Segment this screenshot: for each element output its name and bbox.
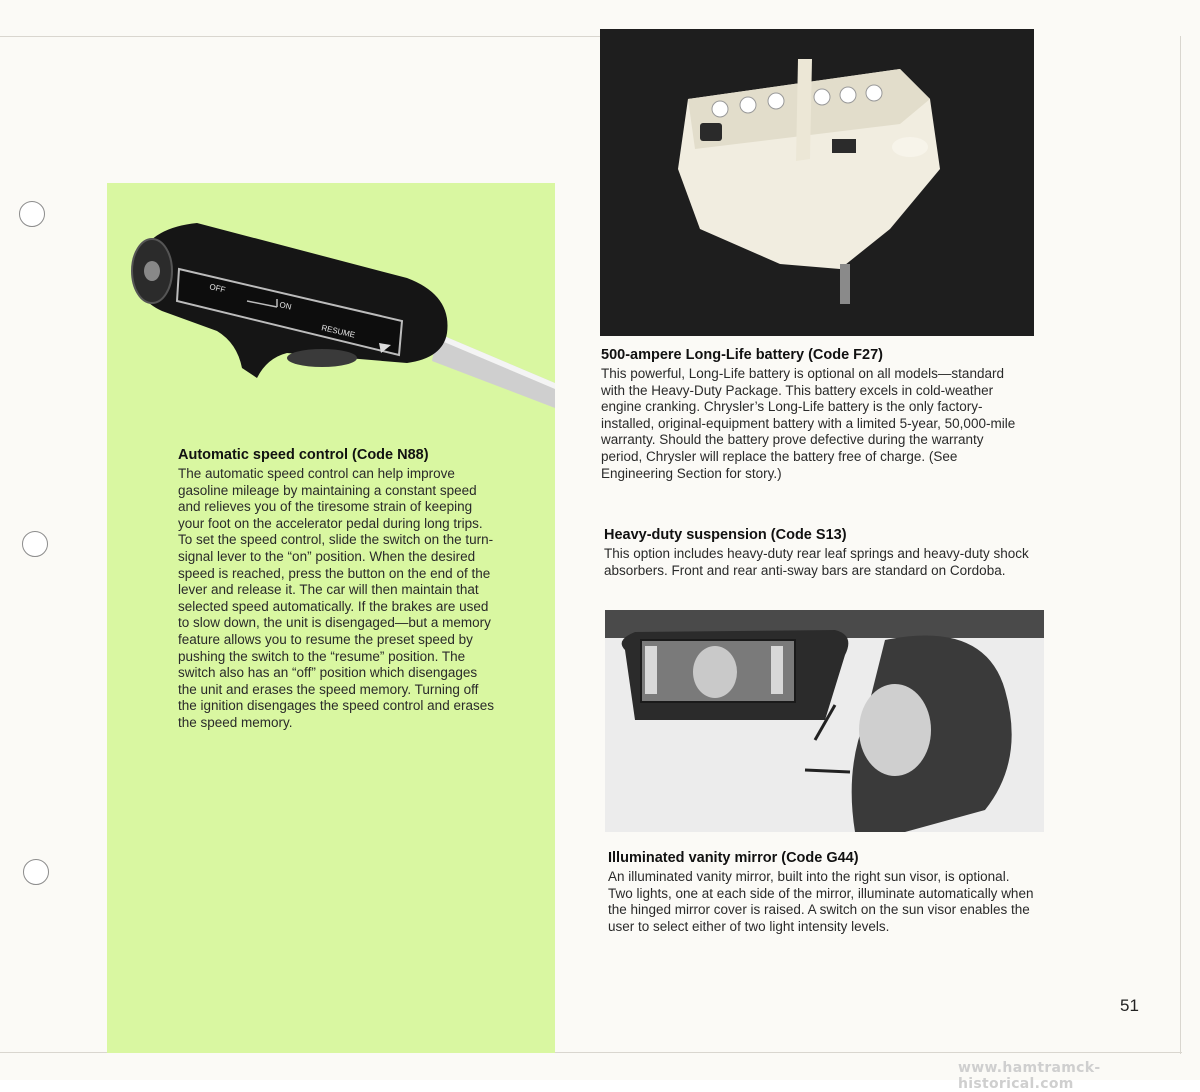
binder-hole-middle <box>22 531 48 557</box>
battery-section <box>601 346 1021 482</box>
lever-resume-label: RESUME <box>320 323 356 340</box>
binder-hole-bottom <box>23 859 49 885</box>
lever-off-label: OFF <box>208 282 227 295</box>
suspension-body: This option includes heavy-duty rear leaf springs and heavy-duty shock absorbers. Front and rear anti-sway bars are standard on Cordoba. <box>604 546 1029 578</box>
speed-control-body: The automatic speed control can help improve gasoline mileage by maintaining a constant speed and relieves you of the tiresome strain of keeping your foot on the accelerator pedal during long trips. To set the speed control, slide the switch on the turn-signal lever to the “on” position. When the desired speed is reached, press the button on the end of the lever and release it. The car will then maintain that selected speed automatically. If the brakes are used to slow down, the unit is disengaged—but a memory feature allows you to resume the preset speed by pushing the switch to the “resume” position. The switch also has an “off” position which disengages the unit and erases the speed memory. Turning off the ignition disengages the speed control and erases the speed memory. <box>178 466 494 730</box>
binder-hole-top <box>19 201 45 227</box>
page-number: 51 <box>1120 996 1139 1015</box>
battery-body: This powerful, Long-Life battery is optional on all models—standard with the Heavy-Duty Package. This battery excels in cold-weather engine cranking. Chrysler’s Long-Life battery is the only factory-installed, original-equipment battery with a limited 5-year, 50,000-mile warranty. Should the battery prove defective during the warranty period, Chrysler will replace the battery free of charge. (See Engineering Section for story.) <box>601 366 1016 481</box>
battery-heading: 500-ampere Long-Life battery (Code F27) <box>601 347 883 363</box>
vanity-mirror-section <box>608 849 1036 935</box>
speed-control-section <box>178 446 496 732</box>
top-edge-line <box>0 36 600 37</box>
speed-control-heading: Automatic speed control (Code N88) <box>178 447 429 463</box>
site-watermark: www.hamtramck-historical.com <box>958 1060 1101 1092</box>
right-edge-line <box>1180 36 1181 1054</box>
vanity-mirror-photo <box>605 610 1044 832</box>
turn-signal-lever-illustration <box>107 183 555 443</box>
battery-photo <box>600 29 1034 336</box>
vanity-mirror-heading: Illuminated vanity mirror (Code G44) <box>608 850 859 866</box>
suspension-section <box>604 526 1032 579</box>
suspension-heading: Heavy-duty suspension (Code S13) <box>604 527 847 543</box>
lever-on-label: ON <box>278 300 293 312</box>
vanity-mirror-body: An illuminated vanity mirror, built into the right sun visor, is optional. Two lights, one at each side of the mirror, illuminate automatically when the hinged mirror cover is raised. A switch on the sun visor enables the user to select either of two light intensity levels. <box>608 869 1034 934</box>
